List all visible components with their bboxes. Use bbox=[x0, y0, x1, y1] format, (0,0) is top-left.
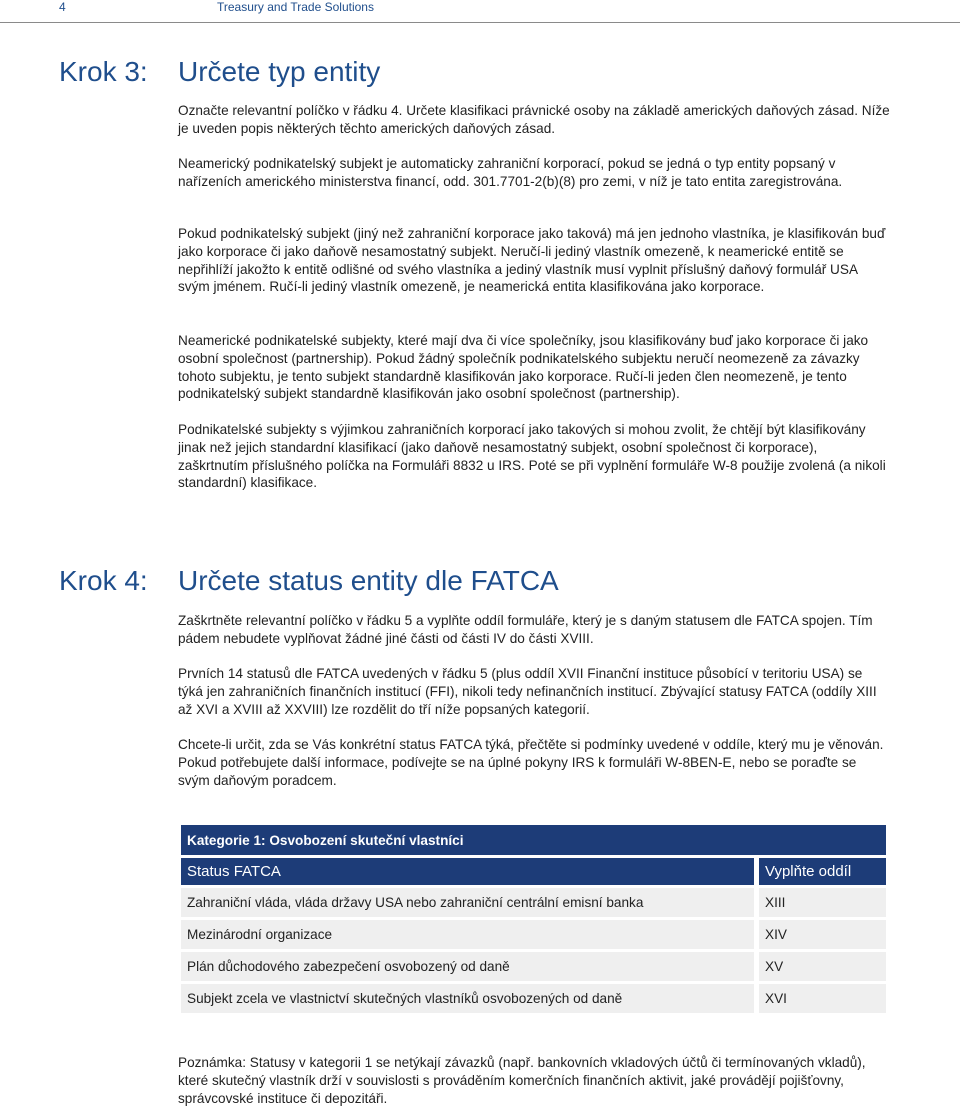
step3-title: Určete typ entity bbox=[178, 56, 381, 87]
section-cell: XVI bbox=[754, 984, 886, 1013]
step3-paragraph-5: Podnikatelské subjekty s výjimkou zahraničních korporací jako takových si mohou zvolit, že chtějí být klasifikovány jinak než jejich standardní klasifikací (jako daňově nesamostatný subjekt, osobní společnost či korporace), zaškrtnutím příslušného políčka na Formuláři 8832 u IRS. Poté se při vyplnění formuláře W-8 použije zvolená (a nikoli standardní) klasifikace. bbox=[178, 422, 886, 491]
section-cell: XIV bbox=[754, 920, 886, 949]
fatca-category-table bbox=[181, 822, 886, 1016]
status-cell: Mezinárodní organizace bbox=[181, 920, 754, 949]
column-header-status: Status FATCA bbox=[181, 858, 754, 885]
step4-label: Krok 4: bbox=[59, 565, 148, 596]
section-cell: XV bbox=[754, 952, 886, 981]
category-title: Kategorie 1: Osvobození skuteční vlastníci bbox=[181, 825, 886, 855]
step3-label: Krok 3: bbox=[59, 56, 148, 87]
running-title: Treasury and Trade Solutions bbox=[217, 0, 374, 14]
step3-paragraph-2: Neamerický podnikatelský subjekt je automaticky zahraniční korporací, pokud se jedná o typ entity popsaný v nařízeních amerického ministerstva financí, odd. 301.7701-2(b)(8) pro zemi, v níž je tato entita zaregistrována. bbox=[178, 156, 843, 189]
step4-paragraph-2: Prvních 14 statusů dle FATCA uvedených v řádku 5 (plus oddíl XVII Finanční instituce působící v teritoriu USA) se týká jen zahraničních finančních institucí (FFI), nikoli tedy nefinančních institucí. Zbývající statusy FATCA (oddíly XIII až XVI a XVIII až XXVIII) lze rozdělit do tří níže popsaných kategorií. bbox=[178, 666, 877, 717]
column-header-row bbox=[181, 858, 886, 885]
page-number: 4 bbox=[59, 0, 66, 14]
step3-paragraph-3: Pokud podnikatelský subjekt (jiný než zahraniční korporace jako taková) má jen jednoho vlastníka, je klasifikován buď jako korporace či jako daňově nesamostatný subjekt. Neručí-li jediný vlastník omezeně, k neamerické entitě se nepřihlíží jakožto k entitě odlišné od svého vlastníka a jediný vlastník musí vyplnit příslušný daňový formulář USA svým jménem. Ručí-li jediný vlastník omezeně, je neamerická entita klasifikována jako korporace. bbox=[178, 226, 886, 295]
step4-paragraph-3: Chcete-li určit, zda se Vás konkrétní status FATCA týká, přečtěte si podmínky uvedené v oddíle, který mu je věnován. Pokud potřebujete další informace, podívejte se na úplné pokyny IRS k formuláři W-8BEN-E, nebo se poraďte se svým daňovým poradcem. bbox=[178, 737, 884, 788]
category-note: Poznámka: Statusy v kategorii 1 se netýkají závazků (např. bankovních vkladových účtů či termínovaných vkladů), které skutečný vlastník drží v souvislosti s prováděním komerčních finančních aktivit, jaké provádějí pojišťovny, správcovské instituce či depozitáři. bbox=[178, 1055, 866, 1106]
step4-title: Určete status entity dle FATCA bbox=[178, 565, 559, 596]
step3-paragraph-4: Neamerické podnikatelské subjekty, které mají dva či více společníky, jsou klasifikovány buď jako korporace či jako osobní společnost (partnership). Pokud žádný společník podnikatelského subjektu neručí neomezeně za závazky tohoto subjektu, je tento subjekt standardně klasifikován jako korporace. Ručí-li jeden člen neomezeně, je tento podnikatelský subjekt standardně klasifikován jako osobní společnost (partnership). bbox=[178, 333, 869, 402]
table-row bbox=[181, 952, 886, 981]
table-row bbox=[181, 920, 886, 949]
table-row bbox=[181, 888, 886, 917]
status-cell: Plán důchodového zabezpečení osvobozený od daně bbox=[181, 952, 754, 981]
table-row bbox=[181, 984, 886, 1013]
column-header-section: Vyplňte oddíl bbox=[754, 858, 886, 885]
page-header bbox=[0, 0, 960, 23]
section-cell: XIII bbox=[754, 888, 886, 917]
step3-paragraph-1: Označte relevantní políčko v řádku 4. Určete klasifikaci právnické osoby na základě amerických daňových zásad. Níže je uveden popis některých těchto amerických daňových zásad. bbox=[178, 103, 890, 136]
status-cell: Subjekt zcela ve vlastnictví skutečných vlastníků osvobozených od daně bbox=[181, 984, 754, 1013]
status-cell: Zahraniční vláda, vláda državy USA nebo zahraniční centrální emisní banka bbox=[181, 888, 754, 917]
category-header-row bbox=[181, 825, 886, 855]
step4-paragraph-1: Zaškrtněte relevantní políčko v řádku 5 a vyplňte oddíl formuláře, který je s daným statusem dle FATCA spojen. Tím pádem nebudete vyplňovat žádné jiné části od části IV do části XVIII. bbox=[178, 613, 873, 646]
